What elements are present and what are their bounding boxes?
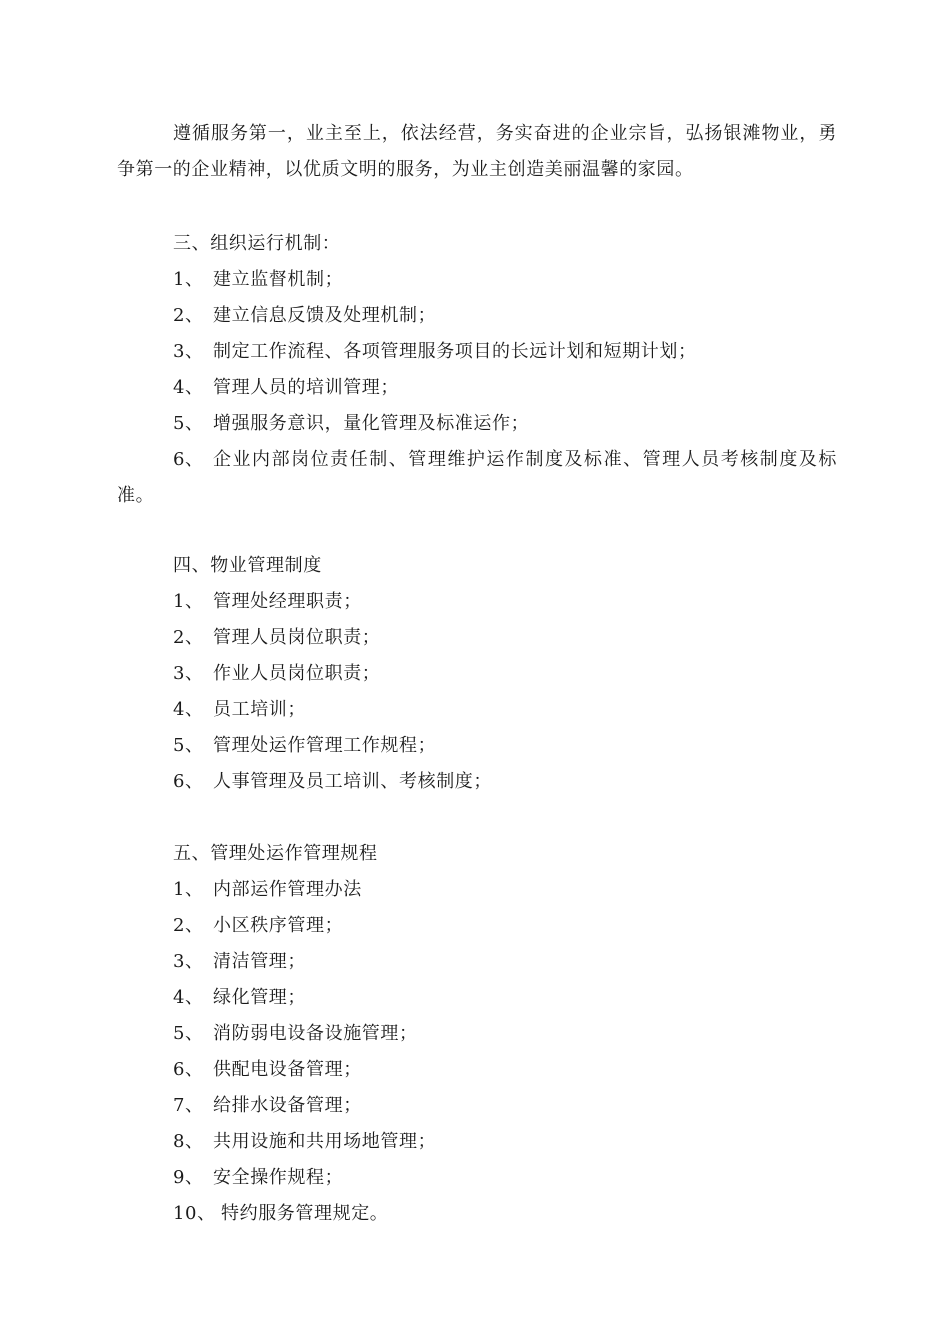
list-item-text: 供配电设备管理； [213, 1059, 362, 1080]
list-item [117, 334, 837, 370]
list-item-text: 小区秩序管理； [213, 915, 344, 936]
list-item-number: 10、 [173, 1203, 216, 1224]
list-item-number: 7、 [173, 1095, 204, 1116]
list-item-text: 制定工作流程、各项管理服务项目的长远计划和短期计划； [213, 341, 697, 362]
list-item-text: 建立信息反馈及处理机制； [213, 305, 437, 326]
list-item-number: 5、 [173, 413, 204, 434]
list-item-number: 6、 [173, 771, 204, 792]
section-heading: 四、物业管理制度 [173, 555, 322, 576]
list-item-text: 消防弱电设备设施管理； [213, 1023, 418, 1044]
list-item-number: 6、 [173, 449, 204, 470]
list-item-text: 作业人员岗位职责； [213, 663, 381, 684]
list-item-text: 管理人员岗位职责； [213, 627, 381, 648]
list-item [117, 764, 837, 800]
list-item-text: 安全操作规程； [213, 1167, 344, 1188]
list-item-number: 9、 [173, 1167, 204, 1188]
list-item-number: 6、 [173, 1059, 204, 1080]
list-item [117, 1088, 837, 1124]
list-item-text: 管理人员的培训管理； [213, 377, 399, 398]
list-item-text: 企业内部岗位责任制、管理维护运作制度及标准、管理人员考核制度及标准。 [117, 449, 837, 506]
list-item [117, 442, 837, 514]
list-item-number: 3、 [173, 341, 204, 362]
section-operation-rules [117, 836, 837, 1232]
list-item-text: 管理处经理职责； [213, 591, 362, 612]
list-item [117, 1016, 837, 1052]
list-item-number: 1、 [173, 591, 204, 612]
list-item-number: 5、 [173, 1023, 204, 1044]
list-item [117, 944, 837, 980]
intro-paragraph: 遵循服务第一，业主至上，依法经营，务实奋进的企业宗旨，弘扬银滩物业，勇争第一的企业精神，以优质文明的服务，为业主创造美丽温馨的家园。 [117, 123, 837, 180]
list-item [117, 584, 837, 620]
list-item-number: 4、 [173, 987, 204, 1008]
section-property-rules [117, 548, 837, 800]
list-item [117, 692, 837, 728]
list-item-number: 3、 [173, 663, 204, 684]
list-item-number: 3、 [173, 951, 204, 972]
list-item-text: 绿化管理； [213, 987, 306, 1008]
list-item [117, 262, 837, 298]
list-item [117, 370, 837, 406]
list-item-number: 2、 [173, 915, 204, 936]
list-item-number: 4、 [173, 699, 204, 720]
list-item-number: 8、 [173, 1131, 204, 1152]
list-item [117, 980, 837, 1016]
list-item [117, 1052, 837, 1088]
list-item-text: 共用设施和共用场地管理； [213, 1131, 437, 1152]
list-item-text: 人事管理及员工培训、考核制度； [213, 771, 492, 792]
list-item [117, 908, 837, 944]
list-item-text: 增强服务意识，量化管理及标准运作； [213, 413, 530, 434]
list-item-text: 内部运作管理办法 [213, 879, 362, 900]
list-item [117, 1196, 837, 1232]
section-organization-mechanism [117, 226, 837, 514]
list-item-number: 2、 [173, 627, 204, 648]
section-heading: 三、组织运行机制： [173, 233, 341, 254]
list-item-text: 管理处运作管理工作规程； [213, 735, 437, 756]
list-item-text: 建立监督机制； [213, 269, 344, 290]
section-heading: 五、管理处运作管理规程 [173, 843, 378, 864]
list-item-number: 1、 [173, 879, 204, 900]
list-item-number: 1、 [173, 269, 204, 290]
list-item [117, 1160, 837, 1196]
list-item-number: 5、 [173, 735, 204, 756]
list-item-number: 2、 [173, 305, 204, 326]
list-item [117, 728, 837, 764]
list-item-text: 给排水设备管理； [213, 1095, 362, 1116]
list-item [117, 1124, 837, 1160]
list-item [117, 656, 837, 692]
list-item-text: 员工培训； [213, 699, 306, 720]
list-item-text: 清洁管理； [213, 951, 306, 972]
list-item [117, 298, 837, 334]
list-item-text: 特约服务管理规定。 [221, 1203, 389, 1224]
list-item [117, 620, 837, 656]
list-item [117, 406, 837, 442]
list-item-number: 4、 [173, 377, 204, 398]
list-item [117, 872, 837, 908]
